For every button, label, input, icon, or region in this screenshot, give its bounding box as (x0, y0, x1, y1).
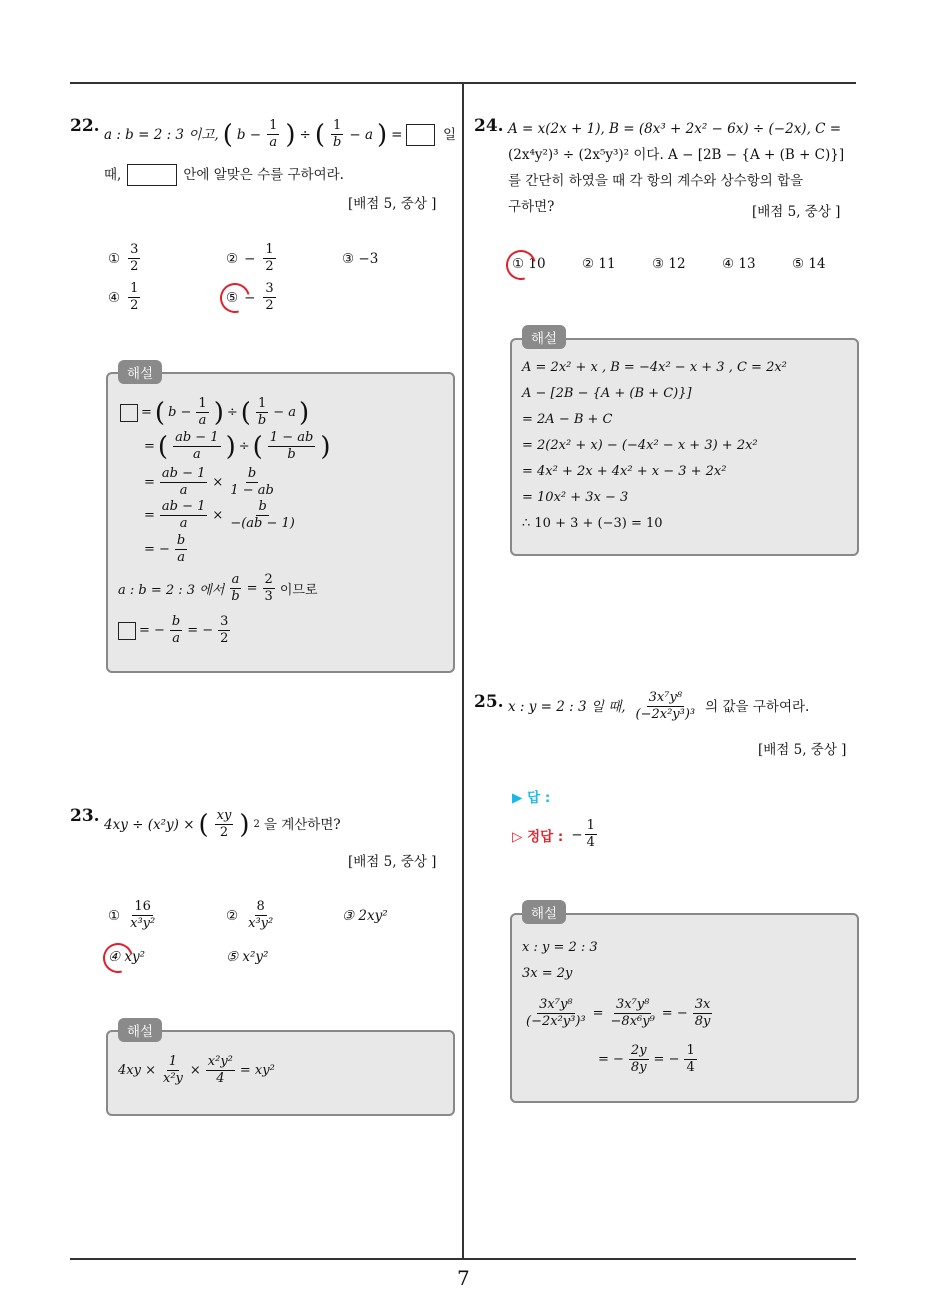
q23-choice-4[interactable]: ④ xy² (108, 949, 146, 965)
column-divider (462, 84, 464, 1259)
q22-choice-3[interactable]: ③ −3 (342, 251, 379, 267)
q25-answer-label: ▶ 답 : (512, 790, 551, 806)
q23-choice-5[interactable]: ⑤ x²y² (226, 949, 269, 965)
q24-sol-line2: A − [2B − {A + (B + C)}] (522, 386, 692, 401)
q25-line1: x : y = 2 : 3 일 때, $\frac{\text{3x⁷y⁸}}{\text{(−2x²y³)³}}$ 의 값을 구하여라. (508, 690, 810, 722)
q23-text-b: 을 계산하면? (263, 816, 341, 833)
q23-answer-mark-icon (98, 938, 139, 979)
q22-text-d: 안에 알맞은 수를 구하여라. (183, 167, 344, 183)
q22-number: 22. (70, 116, 100, 136)
page-number: 7 (457, 1266, 470, 1290)
q24-line2: (2x⁴y²)³ ÷ (2x⁵y³)² 이다. A − [2B − {A + (B + C)}] (508, 147, 845, 163)
q24-choice-4[interactable]: ④ 13 (722, 256, 756, 272)
q22-solution-tag: 해설 (118, 360, 162, 384)
q24-sol-line4: = 2(2x² + x) − (−4x² − x + 3) + 2x² (522, 438, 758, 453)
q25-sol-line3: $\frac{\text{3x⁷y⁸}}{\text{(−2x²y³)³}}$ = $\frac{\text{3x⁷y⁸}}{\text{−8x⁶y⁹}}$ = − $\frac{3x}{8y}$ (526, 997, 711, 1029)
q24-sol-line7: ∴ 10 + 3 + (−3) = 10 (522, 516, 663, 531)
q25-number: 25. (474, 692, 504, 712)
q22-line1: a : b = 2 : 3 이고, ( b − $\frac{1}{a}$ ) ÷ ( $\frac{1}{b}$ − a ) = 일 (104, 118, 456, 150)
q22-sol-line4: = $\frac{ab - 1}{a}$ × $\frac{b}{-(ab - 1)}$ (144, 499, 295, 531)
q24-line4: 구하면? (508, 199, 555, 215)
q24-number: 24. (474, 116, 504, 136)
q22-choice-5[interactable]: ⑤ − $\frac{3}{2}$ (226, 281, 274, 313)
q24-sol-line1: A = 2x² + x , B = −4x² − x + 3 , C = 2x² (522, 360, 787, 375)
q22-blank-box (406, 124, 434, 146)
q24-sol-line6: = 10x² + 3x − 3 (522, 490, 629, 505)
q22-line2 (104, 162, 344, 188)
q22-score: [배점 5, 중상 ] (348, 196, 437, 212)
q22-sol-line5: = − $\frac{b}{a}$ (144, 533, 186, 565)
q22-choice-4[interactable]: ④ $\frac{1}{2}$ (108, 281, 139, 313)
q22-text-b: 일 (442, 126, 456, 143)
q24-sol-line3: = 2A − B + C (522, 412, 613, 427)
q23-line1: 4xy ÷ (x²y) × ( $\frac{xy}{2}$ ) 2 을 계산하면? (104, 808, 341, 840)
q24-solution-tag: 해설 (522, 325, 566, 349)
q23-number: 23. (70, 806, 100, 826)
q22-sol-line2: = ( $\frac{ab - 1}{a}$ ) ÷ ( $\frac{1 - ab}{b}$ ) (144, 430, 331, 462)
q23-score: [배점 5, 중상 ] (348, 854, 437, 870)
q22-blank-box-2 (127, 164, 177, 186)
q25-text-a: x : y = 2 : 3 일 때, (508, 698, 626, 715)
q22-sol-line7: = − $\frac{b}{a}$ = − $\frac{3}{2}$ (118, 614, 232, 647)
q24-sol-line5: = 4x² + 2x + 4x² + x − 3 + 2x² (522, 464, 727, 479)
q22-choice-2[interactable]: ② − $\frac{1}{2}$ (226, 242, 274, 274)
q25-sol-line1: x : y = 2 : 3 (522, 940, 598, 955)
q24-choice-3[interactable]: ③ 12 (652, 256, 686, 272)
bottom-rule (70, 1258, 856, 1260)
q25-score: [배점 5, 중상 ] (758, 742, 847, 758)
q23-sol-line1: 4xy × $\frac{1}{\text{x²y}}$ × $\frac{\text{x²y²}}{4}$ = xy² (118, 1054, 275, 1086)
q22-sol-line6: a : b = 2 : 3 에서 $\frac{a}{b}$ = $\frac{2}{3}$ 이므로 (118, 572, 318, 604)
q25-solution-tag: 해설 (522, 900, 566, 924)
q24-choice-1[interactable]: ① 10 (512, 256, 546, 272)
q24-score: [배점 5, 중상 ] (752, 204, 841, 220)
q24-choice-5[interactable]: ⑤ 14 (792, 256, 826, 272)
q22-sol-line1: = ( b − $\frac{1}{a}$ ) ÷ ( $\frac{1}{b}$ − a ) (120, 396, 309, 429)
q23-choice-2[interactable]: ② $\frac{8}{\text{x³y²}}$ (226, 899, 274, 931)
q24-line1: A = x(2x + 1), B = (8x³ + 2x² − 6x) ÷ (−2x), C = (508, 121, 842, 137)
q25-correct-row: ▷ 정답 : − $\frac{1}{4}$ (512, 818, 595, 850)
q23-text-a: 4xy ÷ (x²y) × (104, 816, 195, 833)
q24-line3: 를 간단히 하였을 때 각 항의 계수와 상수항의 합을 (508, 173, 804, 189)
q25-sol-line4: = − $\frac{2y}{8y}$ = − $\frac{1}{4}$ (598, 1043, 695, 1075)
q22-text-c: 때, (104, 167, 122, 183)
q25-answer-row[interactable] (512, 786, 550, 806)
q22-sol-line3: = $\frac{ab - 1}{a}$ × $\frac{b}{1 - ab}$ (144, 466, 274, 498)
q25-text-b: 의 값을 구하여라. (705, 698, 810, 715)
q25-correct-label: ▷ 정답 : (512, 828, 564, 845)
q24-answer-mark-icon (501, 245, 542, 286)
q22-ratio: a : b = 2 : 3 이고, (104, 126, 219, 143)
q23-choice-3[interactable]: ③ 2xy² (342, 908, 388, 924)
q23-choice-1[interactable]: ① $\frac{16}{\text{x³y²}}$ (108, 899, 156, 931)
q24-choice-2[interactable]: ② 11 (582, 256, 616, 272)
q23-solution-tag: 해설 (118, 1018, 162, 1042)
q22-choice-1[interactable]: ① $\frac{3}{2}$ (108, 242, 139, 274)
q25-sol-line2: 3x = 2y (522, 966, 573, 981)
